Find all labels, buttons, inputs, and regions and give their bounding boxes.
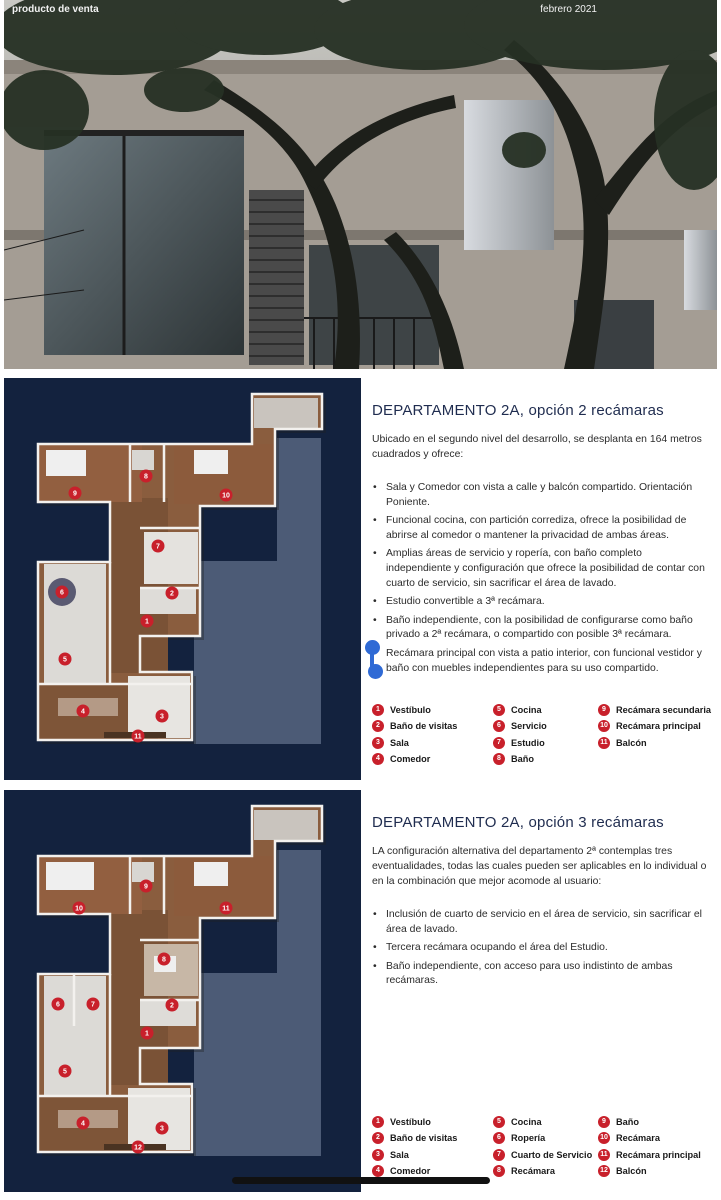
plan-marker-9: [69, 487, 82, 500]
plan-marker-7: [152, 540, 165, 553]
features-list: [372, 908, 708, 993]
floor-plan-illustration: [4, 790, 361, 1192]
legend-item: 7 Estudio: [493, 735, 547, 751]
svg-text:10: 10: [75, 905, 83, 913]
plan-marker-1: [141, 615, 154, 628]
svg-text:5: 5: [63, 656, 67, 664]
legend-item: 9 Recámara secundaria: [598, 702, 711, 718]
floor-plan-illustration: [4, 378, 361, 780]
plan-marker-2: [166, 999, 179, 1012]
slide-option-2-bedrooms: [4, 378, 717, 780]
header-left-label: producto de venta: [12, 4, 99, 15]
plan-marker-5: [59, 1065, 72, 1078]
legend-item: 3 Sala: [372, 1147, 457, 1163]
selection-handle-bottom[interactable]: [368, 664, 383, 679]
list-item: • Baño independiente, con la posibilidad de configurarse como baño privado a 2ª recámara, o compartido con posible 3ª recámara.: [372, 614, 708, 643]
plan-marker-9: [140, 880, 153, 893]
slide-option-3-bedrooms: [4, 790, 717, 1192]
plan-marker-4: [77, 705, 90, 718]
svg-text:11: 11: [222, 905, 230, 913]
list-item: • Estudio convertible a 3ª recámara.: [372, 595, 708, 610]
legend-item: 9 Baño: [598, 1114, 701, 1130]
legend-item: 7 Cuarto de Servicio: [493, 1147, 592, 1163]
plan-marker-12: [132, 1141, 145, 1154]
svg-text:3: 3: [160, 713, 164, 721]
floor-plan-panel: [4, 790, 361, 1192]
legend-item: 11 Recámara principal: [598, 1147, 701, 1163]
plan-marker-3: [156, 710, 169, 723]
slide-title: DEPARTAMENTO 2A, opción 2 recámaras: [372, 402, 664, 419]
description-panel: [361, 790, 717, 1192]
list-item: • Tercera recámara ocupando el área del Estudio.: [372, 941, 708, 956]
header-date: febrero 2021: [540, 4, 597, 15]
building-photo: [4, 0, 717, 369]
plan-marker-1: [141, 1027, 154, 1040]
svg-text:7: 7: [156, 543, 160, 551]
legend-item: 11 Balcón: [598, 735, 711, 751]
svg-text:3: 3: [160, 1125, 164, 1133]
plan-marker-2: [166, 587, 179, 600]
home-indicator[interactable]: [232, 1177, 490, 1184]
plan-marker-6: [56, 586, 69, 599]
svg-text:11: 11: [134, 733, 142, 741]
floor-plan-panel: [4, 378, 361, 780]
legend-item: 6 Ropería: [493, 1130, 592, 1146]
svg-text:9: 9: [73, 490, 77, 498]
svg-text:2: 2: [170, 1002, 174, 1010]
svg-text:6: 6: [60, 589, 64, 597]
legend-item: 10 Recámara: [598, 1130, 701, 1146]
svg-text:1: 1: [145, 1030, 149, 1038]
legend-item: 2 Baño de visitas: [372, 1130, 457, 1146]
plan-marker-7: [87, 998, 100, 1011]
svg-text:12: 12: [134, 1144, 142, 1152]
legend-item: 5 Cocina: [493, 702, 547, 718]
plan-marker-3: [156, 1122, 169, 1135]
plan-marker-5: [59, 653, 72, 666]
legend-item: 5 Cocina: [493, 1114, 592, 1130]
intro-text: Ubicado en el segundo nivel del desarrollo, se desplanta en 164 metros cuadrados y ofrece:: [372, 434, 702, 460]
svg-text:1: 1: [145, 618, 149, 626]
legend-item: 1 Vestíbulo: [372, 702, 457, 718]
plan-marker-6: [52, 998, 65, 1011]
plan-marker-11: [220, 902, 233, 915]
legend-item: 8 Recámara: [493, 1163, 592, 1179]
plan-marker-10: [73, 902, 86, 915]
legend-item: 12 Balcón: [598, 1163, 701, 1179]
plan-marker-4: [77, 1117, 90, 1130]
list-item: • Inclusión de cuarto de servicio en el área de servicio, sin sacrificar el área de lavado.: [372, 908, 708, 937]
slide-title: DEPARTAMENTO 2A, opción 3 recámaras: [372, 814, 664, 831]
list-item: • Baño independiente, con acceso para uso indistinto de ambas recámaras.: [372, 960, 708, 989]
selection-handle-top[interactable]: [365, 640, 380, 655]
legend-item: 4 Comedor: [372, 1163, 457, 1179]
legend-item: 10 Recámara principal: [598, 718, 711, 734]
plan-marker-8: [158, 953, 171, 966]
svg-text:8: 8: [144, 473, 148, 481]
svg-text:8: 8: [162, 956, 166, 964]
svg-text:5: 5: [63, 1068, 67, 1076]
features-list: [372, 481, 708, 680]
list-item: • Amplias áreas de servicio y ropería, con baño completo independiente y configuración que ofrece la posibilidad de contar con cuarto de servicio, sin sacrificar el área de lavado.: [372, 547, 708, 591]
plan-marker-11: [132, 730, 145, 743]
svg-text:6: 6: [56, 1001, 60, 1009]
legend-item: 1 Vestíbulo: [372, 1114, 457, 1130]
svg-text:10: 10: [222, 492, 230, 500]
legend-item: 4 Comedor: [372, 751, 457, 767]
svg-text:4: 4: [81, 708, 85, 716]
list-item: • Funcional cocina, con partición corrediza, ofrece la posibilidad de abrirse al comedor o mantener la privacidad de ambas áreas.: [372, 514, 708, 543]
intro-text: LA configuración alternativa del departamento 2ª contemplas tres eventualidades, todas las cuales pueden ser aplicables en lo individual o en la combinación que mejor acomode al usuario:: [372, 846, 707, 887]
plan-marker-10: [220, 489, 233, 502]
svg-text:9: 9: [144, 883, 148, 891]
description-panel: [361, 378, 717, 780]
legend-item: 3 Sala: [372, 735, 457, 751]
list-item: • Sala y Comedor con vista a calle y balcón compartido. Orientación Poniente.: [372, 481, 708, 510]
legend-item: 2 Baño de visitas: [372, 718, 457, 734]
list-item: • Recámara principal con vista a patio interior, con funcional vestidor y baño con muebles independientes para su uso compartido.: [372, 647, 708, 676]
plan-marker-8: [140, 470, 153, 483]
building-illustration: [4, 0, 717, 369]
legend-item: 6 Servicio: [493, 718, 547, 734]
svg-text:4: 4: [81, 1120, 85, 1128]
legend-item: 8 Baño: [493, 751, 547, 767]
svg-text:7: 7: [91, 1001, 95, 1009]
svg-text:2: 2: [170, 590, 174, 598]
